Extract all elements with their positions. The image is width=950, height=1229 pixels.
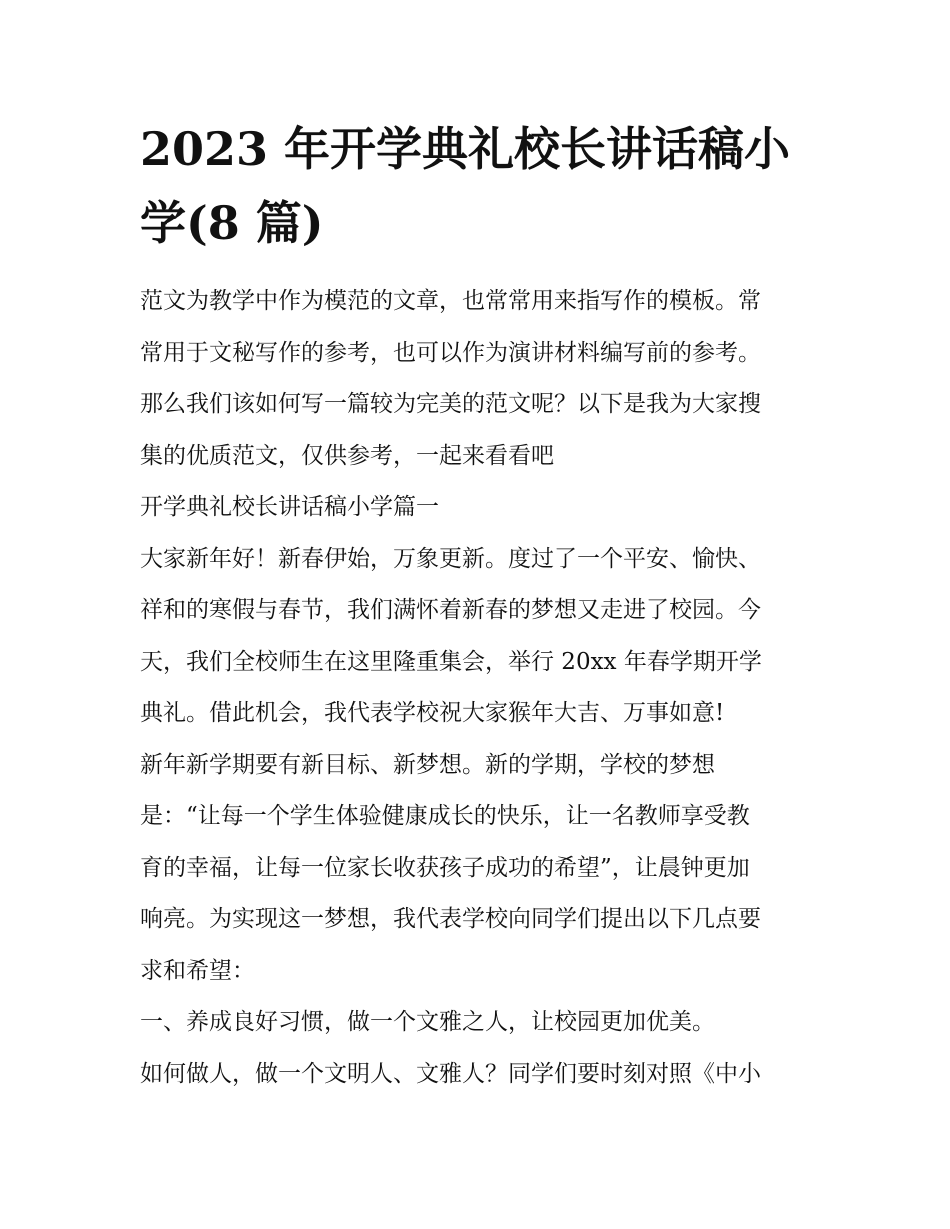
section-heading: 开学典礼校长讲话稿小学篇一 [140,494,439,520]
body-line: 集的优质范文，仅供参考，一起来看看吧 [140,442,554,469]
body-line: 是：“让每一个学生体验健康成长的快乐，让一名教师享受教 [140,803,750,829]
body-line: 新年新学期要有新目标、新梦想。新的学期，学校的梦想 [140,751,715,778]
body-line: 天，我们全校师生在这里隆重集会，举行 20xx 年春学期开学 [140,648,762,675]
body-line: 典礼。借此机会，我代表学校祝大家猴年大吉、万事如意! [140,700,725,726]
body-line: 育的幸福，让每一位家长收获孩子成功的希望”，让晨钟更加 [140,854,750,881]
document-title: 2023 年开学典礼校长讲话稿小学(8 篇) [140,122,791,250]
body-line: 大家新年好！新春伊始，万象更新。度过了一个平安、愉快、 [140,545,761,572]
body-line: 范文为教学中作为模范的文章，也常常用来指写作的模板。常 [140,288,761,314]
body-line: 祥和的寒假与春节，我们满怀着新春的梦想又走进了校园。今 [140,597,761,623]
body-line: 一、养成良好习惯，做一个文雅之人，让校园更加优美。 [140,1009,715,1035]
body-line: 那么我们该如何写一篇较为完美的范文呢？以下是我为大家搜 [140,391,761,417]
body-line: 求和希望： [140,957,255,984]
document-body [140,276,820,1100]
body-line: 响亮。为实现这一梦想，我代表学校向同学们提出以下几点要 [140,906,761,932]
body-line: 常用于文秘写作的参考，也可以作为演讲材料编写前的参考。 [140,339,761,366]
body-line: 如何做人，做一个文明人、文雅人？同学们要时刻对照《中小 [140,1060,761,1087]
